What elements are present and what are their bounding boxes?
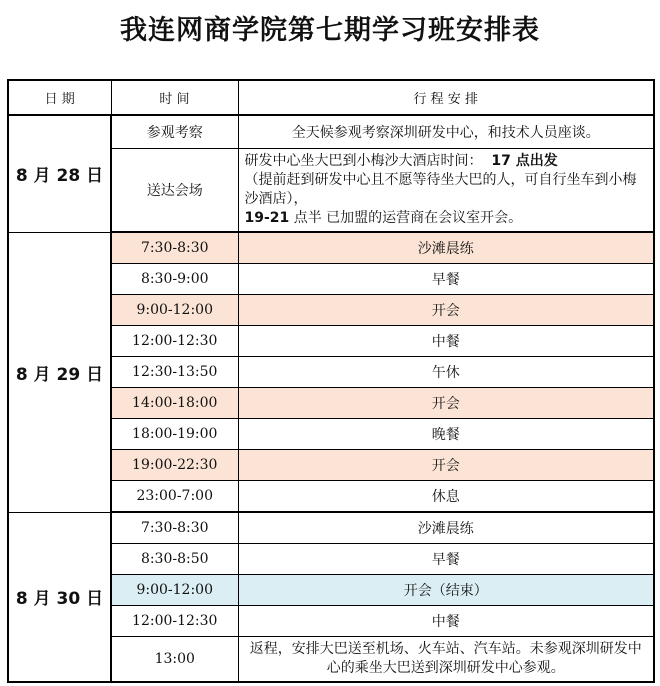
header-date: 日 期 bbox=[8, 80, 111, 115]
activity-cell: 开会 bbox=[238, 450, 654, 481]
time-cell: 12:30-13:50 bbox=[111, 357, 238, 388]
departure-time: 17 点出发 bbox=[491, 153, 558, 169]
activity-cell: 休息 bbox=[238, 481, 654, 513]
activity-text: （提前赶到研发中心且不愿等待坐大巴的人，可自行坐车到小梅沙酒店）， bbox=[244, 172, 637, 207]
time-cell: 13:00 bbox=[111, 637, 238, 683]
activity-cell: 全天候参观考察深圳研发中心，和技术人员座谈。 bbox=[238, 115, 654, 149]
time-cell: 14:00-18:00 bbox=[111, 388, 238, 419]
activity-cell: 开会（结束） bbox=[238, 575, 654, 606]
meeting-time: 19-21 bbox=[244, 210, 290, 226]
activity-text: 点半 已加盟的运营商在会议室开会。 bbox=[289, 210, 523, 226]
activity-cell: 早餐 bbox=[238, 544, 654, 575]
activity-text: 研发中心坐大巴到小梅沙大酒店时间： bbox=[244, 153, 483, 169]
time-cell: 12:00-12:30 bbox=[111, 326, 238, 357]
activity-cell: 午休 bbox=[238, 357, 654, 388]
time-cell: 参观考察 bbox=[111, 115, 238, 149]
page-title: 我连网商学院第七期学习班安排表 bbox=[120, 15, 540, 46]
time-cell: 9:00-12:00 bbox=[111, 295, 238, 326]
date-cell: 8 月 30 日 bbox=[8, 512, 111, 682]
date-cell: 8 月 29 日 bbox=[8, 232, 111, 512]
activity-cell: 沙滩晨练 bbox=[238, 232, 654, 264]
schedule-table bbox=[7, 79, 655, 683]
time-cell: 8:30-8:50 bbox=[111, 544, 238, 575]
header-plan: 行 程 安 排 bbox=[238, 80, 654, 115]
time-cell: 送达会场 bbox=[111, 149, 238, 233]
time-cell: 8:30-9:00 bbox=[111, 264, 238, 295]
time-cell: 12:00-12:30 bbox=[111, 606, 238, 637]
time-cell: 9:00-12:00 bbox=[111, 575, 238, 606]
activity-cell: 中餐 bbox=[238, 326, 654, 357]
activity-cell: 早餐 bbox=[238, 264, 654, 295]
time-cell: 7:30-8:30 bbox=[111, 512, 238, 544]
activity-cell: 中餐 bbox=[238, 606, 654, 637]
activity-cell: 晚餐 bbox=[238, 419, 654, 450]
activity-cell: 开会 bbox=[238, 388, 654, 419]
activity-cell: 开会 bbox=[238, 295, 654, 326]
header-time: 时 间 bbox=[111, 80, 238, 115]
time-cell: 7:30-8:30 bbox=[111, 232, 238, 264]
table-row bbox=[8, 512, 654, 544]
time-cell: 23:00-7:00 bbox=[111, 481, 238, 513]
table-row bbox=[8, 232, 654, 264]
table-row bbox=[8, 115, 654, 149]
activity-cell: 沙滩晨练 bbox=[238, 512, 654, 544]
activity-cell bbox=[238, 149, 654, 233]
header-row bbox=[8, 80, 654, 115]
time-cell: 18:00-19:00 bbox=[111, 419, 238, 450]
activity-cell: 返程，安排大巴送至机场、火车站、汽车站。未参观深圳研发中心的乘坐大巴送到深圳研发中心参观。 bbox=[238, 637, 654, 683]
time-cell: 19:00-22:30 bbox=[111, 450, 238, 481]
date-cell: 8 月 28 日 bbox=[8, 115, 111, 232]
